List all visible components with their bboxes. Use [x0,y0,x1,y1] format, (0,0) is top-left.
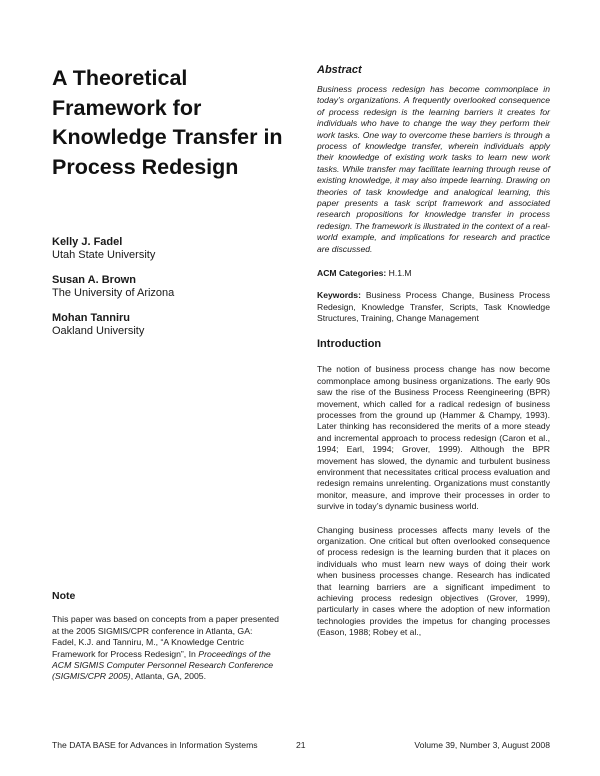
keywords [317,290,550,324]
acm-value: H.1.M [388,268,412,279]
acm-categories [317,268,550,278]
paper-title: A Theoretical Framework for Knowledge Transfer in Process Redesign [52,66,283,179]
note-citation [52,637,284,683]
author-entry [52,312,284,338]
author-name: Mohan Tanniru [52,312,131,324]
footer-volume: Volume 39, Number 3, August 2008 [414,740,550,750]
footer-journal: The DATA BASE for Advances in Information Systems [52,740,258,750]
note-section [52,591,284,683]
author-entry [52,236,284,262]
citation-proceedings: Proceedings of the ACM SIGMIS Computer Personnel Research Conference (SIGMIS/CPR 2005) [52,648,274,682]
introduction-paragraph: Changing business processes affects many levels of the organization. One critical but often overlooked consequence of process redesign is the learning burden that it places on individuals who must learn new ways of doing their work when business processes change. Research has indicated that learning barriers are a significant impediment to achieving process redesign objectives (Grover, 1999), particularly in cases where the adoption of new information technologies provides the impetus for changing processes (Eason, 1988; Robey et al., [317,524,550,638]
citation-location: , Atlanta, GA, 2005. [130,671,207,682]
keywords-label: Keywords: [317,290,361,301]
introduction-heading: Introduction [317,338,382,351]
author-affiliation: Utah State University [52,249,156,261]
introduction-paragraph: The notion of business process change has now become commonplace among business organizations. The early 90s saw the rise of the Business Process Reengineering (BPR) movement, which called for a radical redesign of business processes from the ground up (Hammer & Champy, 1993). Later thinking has reconsidered the merits of a more steady and incremental approach to process redesign (Caron et al., 1994; Earl, 1994; Grover, 1999). Although the BPR movement has slowed, the dynamic and turbulent business environment that necessitates critical process evaluation and redesign remains unrelenting. Organizations must constantly monitor, measure, and improve their processes in order to survive in today’s dynamic business world. [317,364,550,512]
note-heading: Note [52,590,76,602]
note-text: This paper was based on concepts from a paper presented at the 2005 SIGMIS/CPR conference in Atlanta, GA: [52,614,279,636]
author-name: Susan A. Brown [52,274,136,286]
author-affiliation: The University of Arizona [52,287,175,299]
footer-page-number: 21 [296,740,306,750]
keywords-value: Business Process Change, Business Process Redesign, Knowledge Transfer, Scripts, Task Knowledge Structures, Training, Change Management [317,290,550,323]
acm-label: ACM Categories: [317,268,387,279]
abstract-heading: Abstract [317,64,362,76]
title-block [52,64,284,182]
author-entry [52,274,284,300]
author-affiliation: Oakland University [52,325,145,337]
citation-authors: Fadel, K.J. and Tanniru, M., “A Knowledge Centric Framework for Process Redesign”, In [52,637,245,659]
author-list [52,236,284,350]
author-name: Kelly J. Fadel [52,236,123,248]
right-column [317,64,550,639]
abstract-text: Business process redesign has become commonplace in today’s organizations. A frequently overlooked consequence of process redesign is the learning barriers it creates for individuals who have to change the way they perform their work tasks. One way to overcome these barriers is through a process of knowledge transfer, wherein individuals apply their knowledge of existing work tasks to learn new work tasks. While transfer may facilitate learning through reuse of existing knowledge, it may also impede learning. Drawing on theories of task knowledge and analogical learning, this paper presents a task script framework and associated research propositions for knowledge transfer in process redesign. The framework is illustrated in the context of a real-world example, and implications for research and practice are discussed. [317,84,550,254]
